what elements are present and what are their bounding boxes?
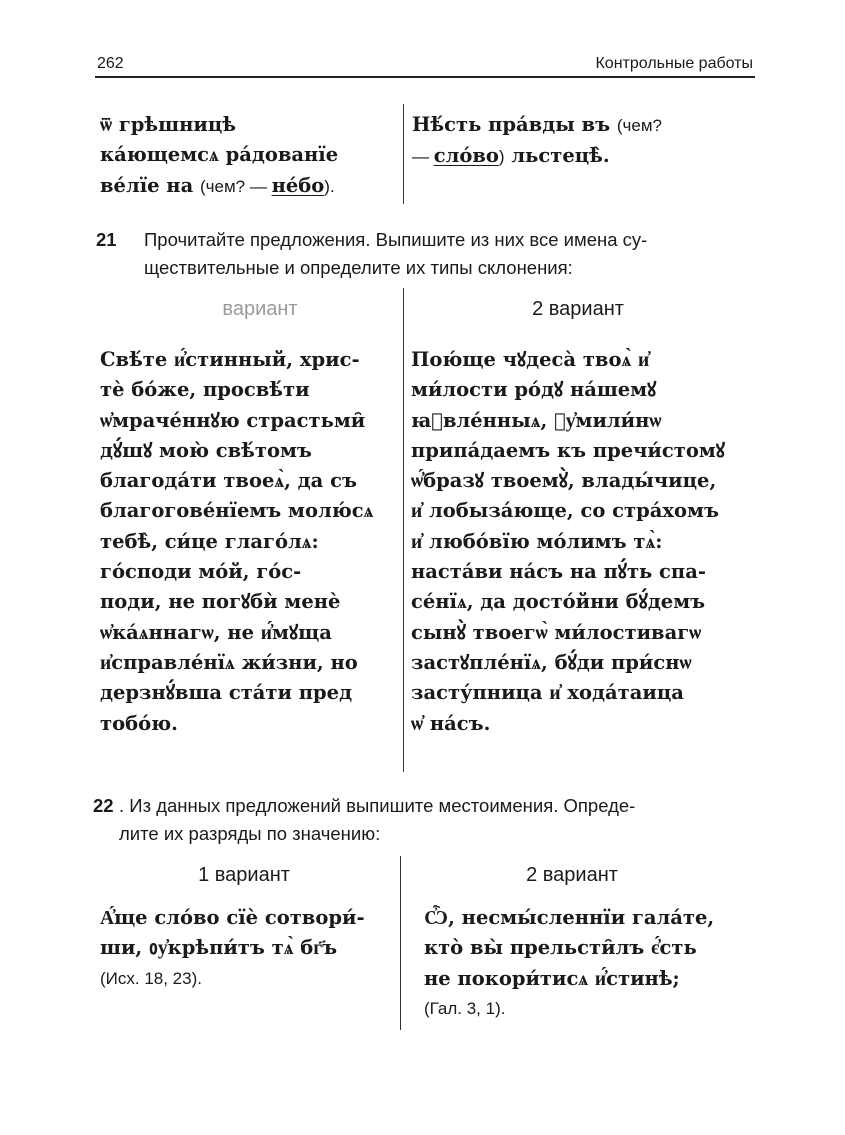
variant-2-heading: 2 вариант (532, 298, 624, 320)
text-line: тѐ бо́же, просвѣ́ти (100, 378, 310, 402)
text-line: ѡ҆ка́ѧннагѡ, не и҆́мꙋща (100, 620, 332, 644)
text-line: ши, ᲂу҆крѣпи́тъ тѧ̀ бг҃ъ (100, 936, 338, 960)
text-line: не покори́тисѧ и҆́стинѣ; (424, 966, 680, 990)
text-line: Ѽ, несмы́сленнїи гала́те, (424, 906, 715, 929)
task-22-left-text (100, 903, 365, 994)
text-line: ѡ҆́бразꙋ твоемꙋ̀, влады́чице, (411, 469, 717, 493)
text-line: А҆́ще сло́во сїѐ сотвори́- (100, 906, 365, 929)
text-line: ктò вы̀ прельсти̑лъ є҆́сть (424, 936, 697, 960)
task-text-line: ществительные и определите их типы склонения: (144, 257, 573, 278)
text-line: ѡ҆ на́съ. (411, 711, 491, 735)
header-rule (95, 76, 755, 78)
section-title: Контрольные работы (595, 55, 753, 72)
text-line: тобо́ю. (100, 711, 178, 735)
text-line: ꙗ҆вле́нныѧ, ᲂу҆мили́нѡ (411, 408, 662, 432)
text-line: наста́ви на́съ на пꙋ́ть спа- (411, 560, 706, 584)
top-right-text (412, 110, 662, 173)
text-line: ве́лїе на (чем? — не́бо). (100, 173, 335, 197)
text-line: ми́лости ро́дꙋ на́шемꙋ (411, 378, 657, 402)
text-line: дꙋ́шꙋ мою̀ свѣ́томъ (100, 438, 312, 462)
underlined-word: сло́во (433, 144, 499, 168)
text-line: засту́пница и҆ хода́таица (411, 681, 684, 705)
top-left-text (100, 110, 338, 202)
text-line: го́споди мо́й, го́с- (100, 560, 302, 584)
text-line: ѿ грѣшницѣ (100, 113, 236, 136)
text-line: благода́ти твоеѧ̀, да съ (100, 469, 357, 493)
column-divider (403, 288, 404, 772)
task-21-left-text (100, 345, 373, 739)
text-line: благогове́нїемъ молю́сѧ (100, 499, 374, 523)
text-line: дерзнꙋ́вша ста́ти пред (100, 681, 353, 705)
text-line: Нѣ́сть пра́вды въ (чем? (412, 113, 662, 136)
text-line: Пою́ще чꙋдеса̀ твоѧ̀ и҆ (411, 348, 650, 371)
text-line: (Исх. 18, 23). (100, 968, 202, 988)
column-divider (403, 104, 404, 204)
text-line: и҆ лобыза́юще, со стра́хомъ (411, 499, 719, 523)
task-text-line: лите их разряды по значению: (119, 823, 381, 844)
text-line: се́нїѧ, да досто́йни бꙋ́демъ (411, 590, 706, 614)
task-text-line: Прочитайте предложения. Выпишите из них все имена су- (144, 229, 648, 250)
variant-1-heading: вариант (222, 298, 298, 320)
underlined-word: не́бо (271, 173, 325, 197)
text-line: сынꙋ̀ твоегѡ̀ ми́лостивагѡ (411, 620, 702, 644)
text-line: застꙋпле́нїѧ, бꙋ́ди при́снѡ (411, 650, 692, 674)
text-line: ѡ҆мраче́ннꙋю страстьми̑ (100, 408, 366, 432)
variant-1-heading: 1 вариант (198, 864, 290, 886)
text-line: — сло́во) льстецѣ̀. (412, 144, 610, 168)
column-divider (400, 856, 401, 1030)
task-22-right-text (424, 903, 714, 1024)
variant-2-heading: 2 вариант (526, 864, 618, 886)
task-21-right-text (411, 345, 725, 739)
text-line: и҆справле́нїѧ жи́зни, но (100, 650, 358, 674)
text-line: и҆ любо́вїю мо́лимъ тѧ̀: (411, 529, 663, 553)
page-number: 262 (97, 55, 124, 72)
task-22-instructions (93, 792, 773, 852)
task-21-instructions (96, 226, 776, 286)
task-text-line: . Из данных предложений выпишите местоимения. Опреде- (119, 795, 636, 816)
text-line: (Гал. 3, 1). (424, 998, 506, 1018)
task-number: 21 (96, 229, 117, 250)
text-line: поди, не погꙋбѝ менѐ (100, 590, 341, 614)
text-line: тебѣ̀, си́це глаго́лѧ: (100, 529, 319, 553)
text-line: припа́даемъ къ пречи́стомꙋ (411, 438, 725, 462)
text-line: Свѣ́те и҆́стинный, хрис- (100, 348, 360, 371)
text-line: ка́ющемсѧ ра́дованїе (100, 143, 339, 167)
task-number: 22 (93, 795, 114, 816)
